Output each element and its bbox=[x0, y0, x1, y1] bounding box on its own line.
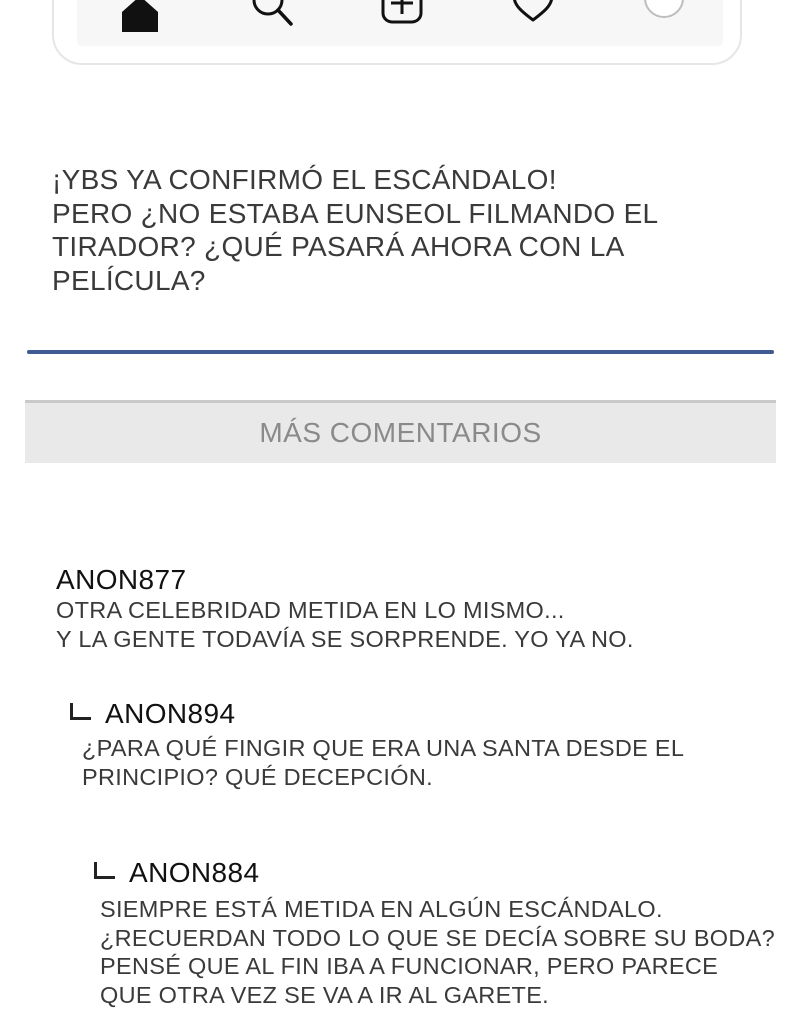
comment-line: SIEMPRE ESTÁ METIDA EN ALGÚN ESCÁNDALO. bbox=[100, 895, 775, 924]
post-caption-line: ¡YBS YA CONFIRMÓ EL ESCÁNDALO! bbox=[52, 163, 752, 197]
reply-comment bbox=[70, 697, 684, 791]
home-icon[interactable] bbox=[118, 0, 162, 32]
section-divider bbox=[27, 350, 774, 354]
post-caption-line: TIRADOR? ¿QUÉ PASARÁ AHORA CON LA bbox=[52, 230, 752, 264]
comment-body bbox=[82, 734, 684, 791]
comment-line: OTRA CELEBRIDAD METIDA EN LO MISMO... bbox=[56, 596, 634, 625]
comment-line: PENSÉ QUE AL FIN IBA A FUNCIONAR, PERO PARECE bbox=[100, 952, 775, 981]
comment-username[interactable] bbox=[70, 697, 684, 731]
comment-line: ¿PARA QUÉ FINGIR QUE ERA UNA SANTA DESDE EL bbox=[82, 734, 684, 763]
comment-body bbox=[100, 895, 775, 1009]
reply-comment bbox=[94, 856, 775, 1009]
comment-username[interactable] bbox=[56, 563, 634, 597]
comment-username-label: ANON877 bbox=[56, 563, 186, 597]
comment-line: QUE OTRA VEZ SE VA A IR AL GARETE. bbox=[100, 981, 775, 1009]
comment-username-label: ANON884 bbox=[129, 856, 259, 890]
post-caption-line: PERO ¿NO ESTABA EUNSEOL FILMANDO EL bbox=[52, 197, 752, 231]
comment bbox=[56, 563, 634, 653]
comment-line: PRINCIPIO? QUÉ DECEPCIÓN. bbox=[82, 763, 684, 792]
comment-line: ¿RECUERDAN TODO LO QUE SE DECÍA SOBRE SU BODA? bbox=[100, 924, 775, 953]
comment-body bbox=[56, 596, 634, 653]
reply-arrow-icon bbox=[70, 703, 91, 720]
post-caption-line: PELÍCULA? bbox=[52, 264, 752, 298]
reply-arrow-icon bbox=[94, 862, 115, 879]
comment-username[interactable] bbox=[94, 856, 775, 890]
comment-username-label: ANON894 bbox=[105, 697, 235, 731]
more-comments-button[interactable]: MÁS COMENTARIOS bbox=[25, 400, 776, 463]
search-icon[interactable] bbox=[250, 0, 294, 32]
post-caption bbox=[52, 163, 752, 297]
heart-icon[interactable] bbox=[511, 0, 555, 32]
profile-icon[interactable] bbox=[642, 0, 686, 32]
add-post-icon[interactable] bbox=[380, 0, 424, 32]
comment-line: Y LA GENTE TODAVÍA SE SORPRENDE. YO YA NO. bbox=[56, 625, 634, 654]
